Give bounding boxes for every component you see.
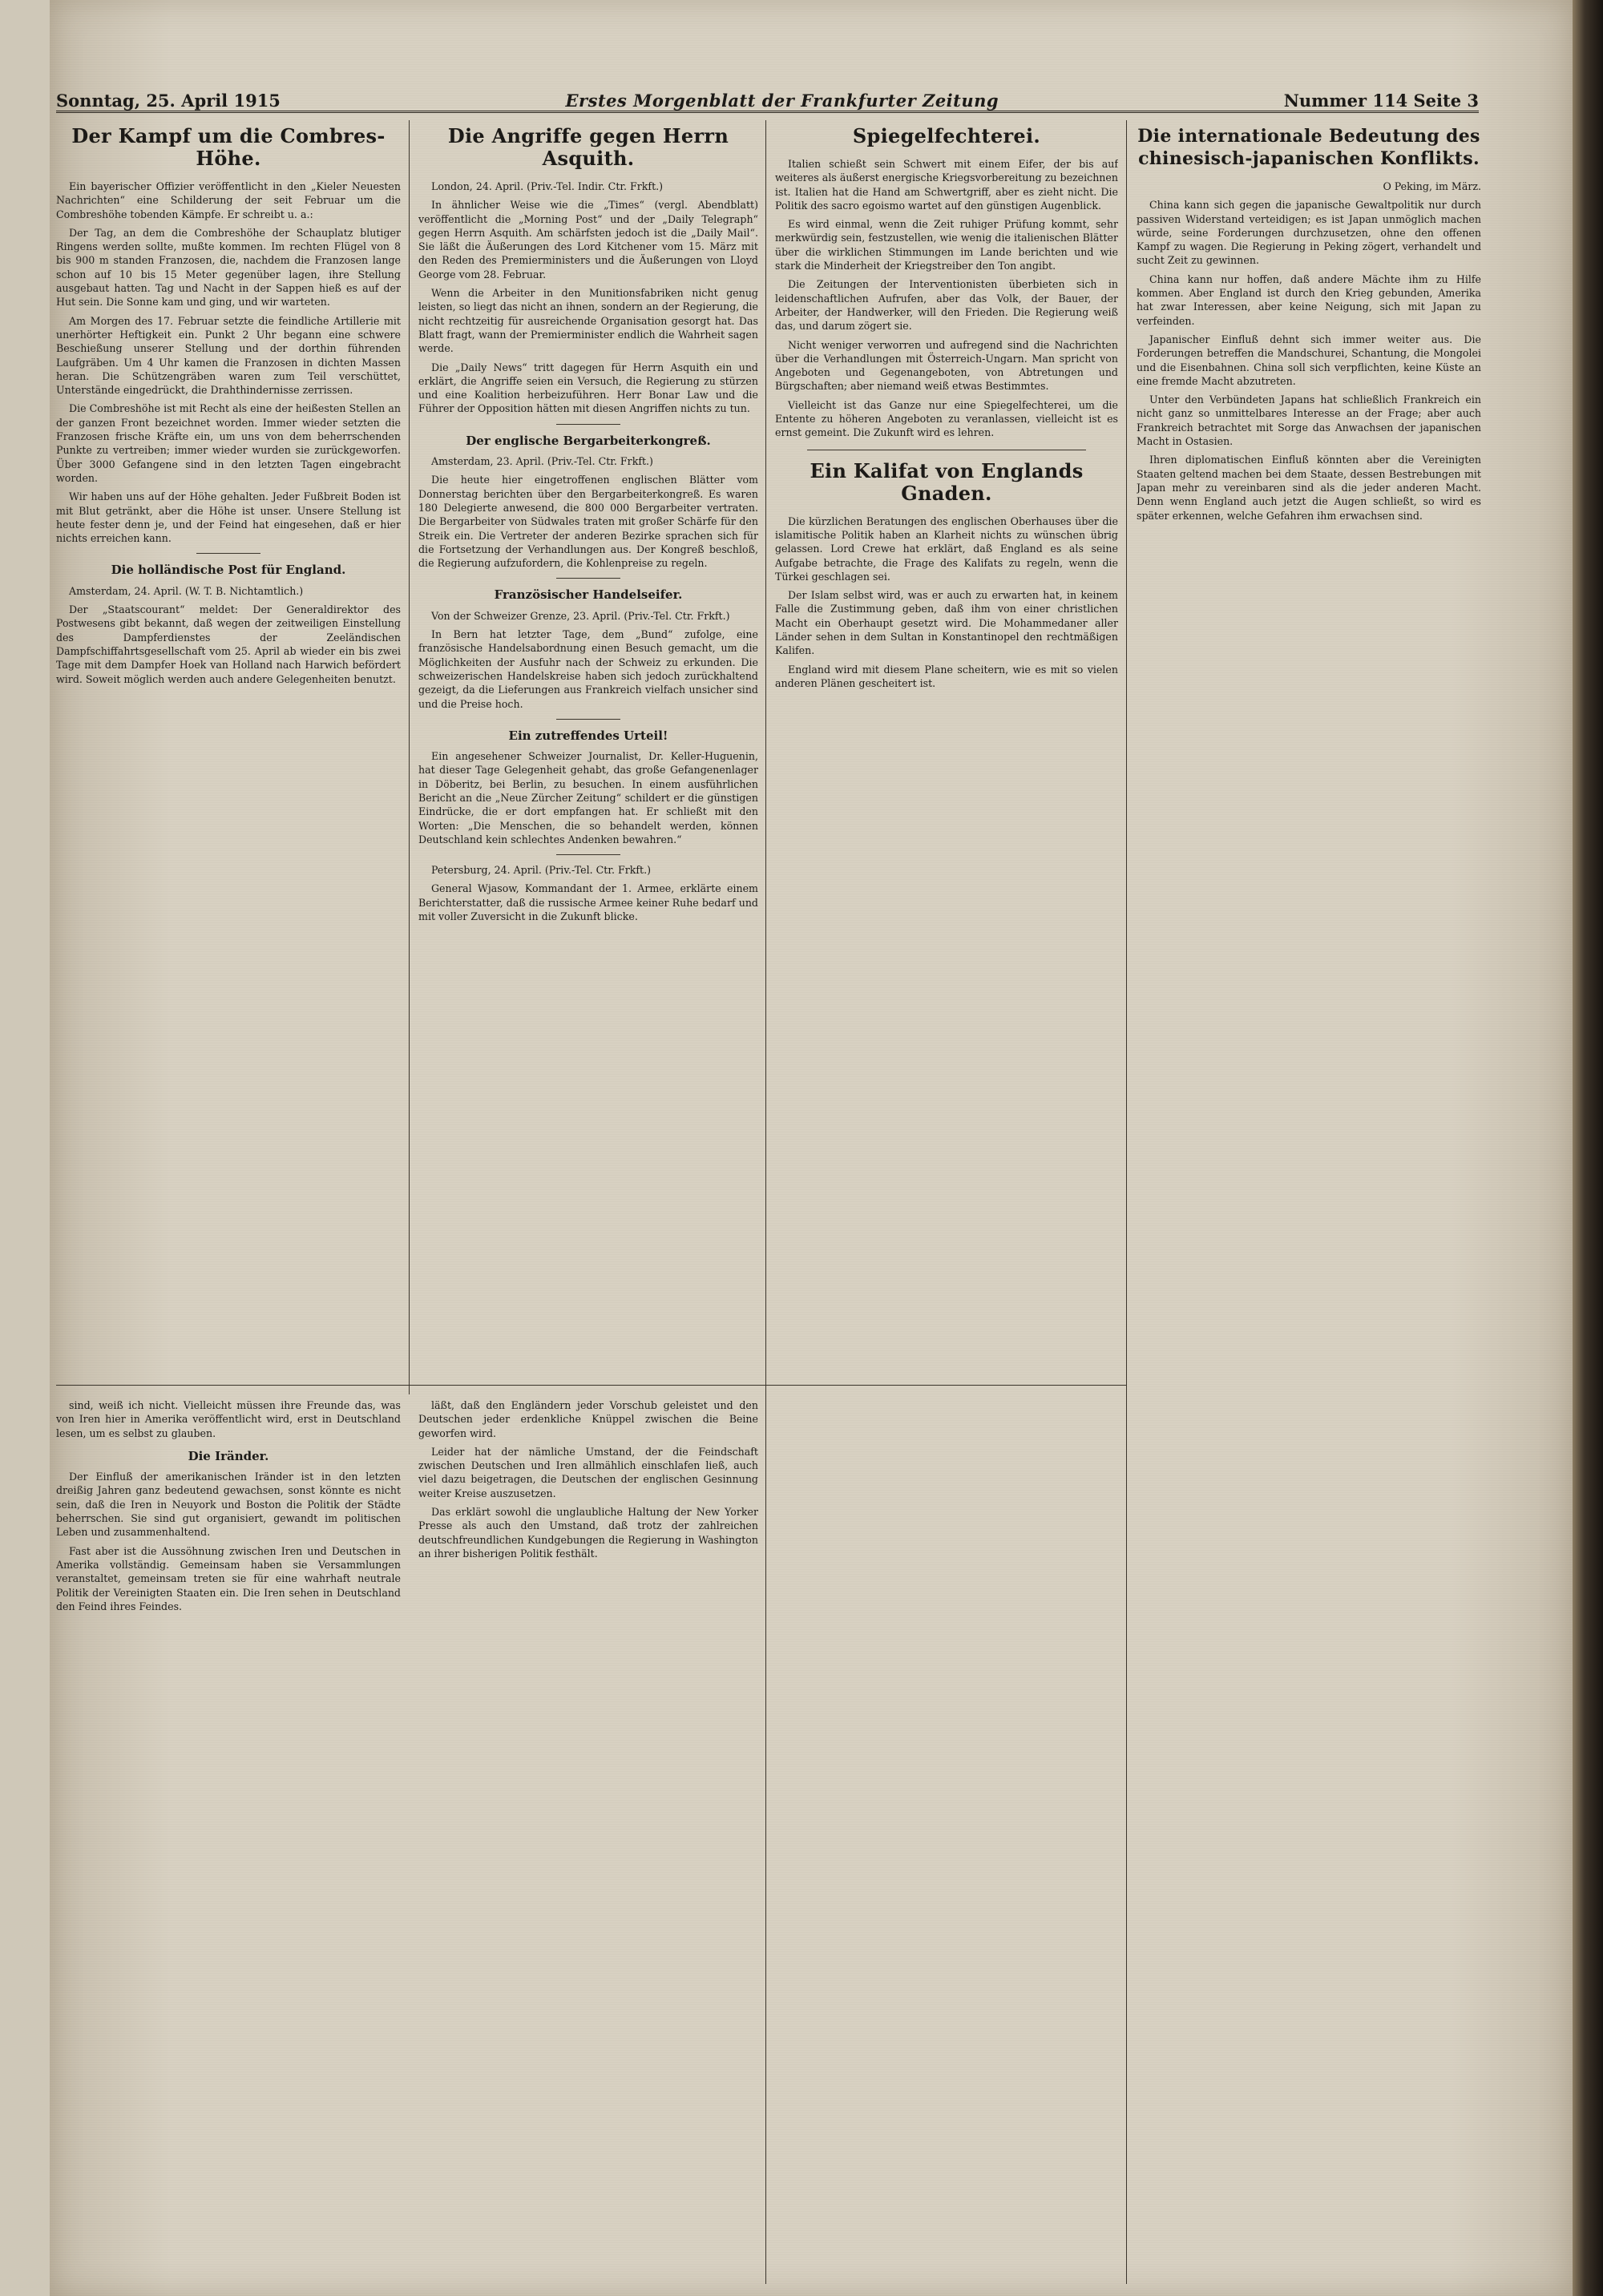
article-paragraph: China kann nur hoffen, daß andere Mächte ihm zu Hilfe kommen. Aber England ist durch den Krieg gebunden, Amerika hat zwar Interessen, aber keine Neigung, sich mit Japan zu verfeinden. [1137, 272, 1481, 327]
article-title: Die Angriffe gegen Herrn Asquith. [447, 124, 729, 170]
article-paragraph: Die Combreshöhe ist mit Recht als eine der heißesten Stellen an der ganzen Front bezeichnet worden. Immer wieder setzten die Franzosen frische Kräfte ein, um uns von dem beherrschenden Punkte zu vertreiben; immer wieder wurden sie zurückgeworfen. Über 3000 Gefangene sind in den letzten Tagen eingebracht worden. [56, 402, 401, 484]
article-paragraph: Wir haben uns auf der Höhe gehalten. Jeder Fußbreit Boden ist mit Blut getränkt, aber die Höhe ist unser. Unsere Stellung ist heute fester denn je, und der Feind hat eingesehen, daß er hier nichts erreichen kann. [56, 490, 401, 545]
masthead [56, 85, 1479, 113]
article-combres [56, 120, 401, 1378]
divider [556, 719, 620, 720]
article-title-handelseifer: Französischer Handelseifer. [494, 587, 683, 603]
article-paragraph: Ein bayerischer Offizier veröffentlicht in den „Kieler Neuesten Nachrichten“ eine Schilderung der seit Februar um die Combreshöhe tobenden Kämpfe. Er schreibt u. a.: [56, 180, 401, 220]
masthead-date: Sonntag, 25. April 1915 [56, 91, 281, 111]
column-rule [1126, 120, 1127, 2284]
article-paragraph: Leider hat der nämliche Umstand, der die Feindschaft zwischen Deutschen und Iren allmählich einschlafen ließ, auch viel dazu beigetragen, die Deutschen der englischen Gesinnung weiter Kreise auszusetzen. [418, 1445, 758, 1499]
article-paragraph: China kann sich gegen die japanische Gewaltpolitik nur durch passiven Widerstand verteidigen; es ist Japan unmöglich machen würde, seine Forderungen durchzusetzen, ohne den offenen Kampf zu wagen. Die Regierung in Peking zögert, verhandelt und sucht Zeit zu gewinnen. [1137, 199, 1481, 267]
article-paragraph: Die Zeitungen der Interventionisten überbieten sich in leidenschaftlichen Aufrufen, aber das Volk, der Bauer, der Arbeiter, der Handwerker, will den Frieden. Die Regierung weiß das, und darum zögert sie. [775, 278, 1118, 333]
article-title: Spiegelfechterei. [852, 124, 1041, 147]
masthead-issue: Nummer 114 Seite 3 [1283, 91, 1479, 111]
article-spiegelfechterei [775, 120, 1118, 2268]
article-title-post: Die holländische Post für England. [111, 563, 346, 578]
article-paragraph: Das erklärt sowohl die unglaubliche Haltung der New Yorker Presse als auch den Umstand, daß trotz der zahlreichen deutschfreundlichen Kundgebungen die Regierung in Washington an ihrer bisherigen Politik festhält. [418, 1506, 758, 1560]
article-title-iren: Die Iränder. [188, 1448, 269, 1463]
adjacent-page-strip [0, 0, 52, 2296]
article-paragraph: Ein angesehener Schweizer Journalist, Dr. Keller-Huguenin, hat dieser Tage Gelegenheit gehabt, das große Gefangenenlager in Döberitz, bei Berlin, zu besuchen. In einem ausführlichen Bericht an die „Neue Zürcher Zeitung“ schildert er die günstigen Eindrücke, die er dort empfangen hat. Er schließt mit den Worten: „Die Menschen, die so behandelt werden, können Deutschland kein schlechtes Andenken bewahren.“ [418, 750, 758, 845]
article-paragraph: Der Einfluß der amerikanischen Iränder ist in den letzten dreißig Jahren ganz bedeutend gewachsen, sonst könnte es nicht sein, daß die Iren in Neuyork und Boston die Politik der Städte beherrschen. Sie sind gut organisiert, gewandt im politischen Leben und zusammenhaltend. [56, 1471, 401, 1539]
divider [556, 854, 620, 855]
article-paragraph: Italien schießt sein Schwert mit einem Eifer, der bis auf weiteres als äußerst energische Kriegsvorbereitung zu bezeichnen ist. Italien hat die Hand am Schwertgriff, aber es zieht nicht. Die Politik des sacro egoismo wartet auf den günstigen Augenblick. [775, 158, 1118, 212]
article-paragraph: England wird mit diesem Plane scheitern, wie es mit so vielen anderen Plänen gescheitert ist. [775, 663, 1118, 689]
binding-edge [1573, 0, 1603, 2296]
article-paragraph: General Wjasow, Kommandant der 1. Armee, erklärte einem Berichterstatter, daß die russische Armee keiner Ruhe bedarf und mit voller Zuversicht in die Zukunft blicke. [418, 882, 758, 923]
article-paragraph: Ihren diplomatischen Einfluß könnten aber die Vereinigten Staaten geltend machen bei dem Staate, dessen Bestrebungen mit Japan mehr zu vereinbaren sind als die jeder anderen Macht. Denn wenn England auch jetzt die Augen schließt, so wird es später erkennen, welche Gefahren ihm erwachsen sind. [1137, 454, 1481, 522]
article-paragraph: In ähnlicher Weise wie die „Times“ (vergl. Abendblatt) veröffentlicht die „Morning Post“ und der „Daily Telegraph“ gegen Herrn Asquith. Am schärfsten jedoch ist die „Daily Mail“. Sie läßt die Äußerungen des Lord Kitchener vom 15. März mit den Reden des Premierministers und die Äußerungen von Lloyd George vom 28. Februar. [418, 199, 758, 280]
article-paragraph: Der Islam selbst wird, was er auch zu erwarten hat, in keinem Falle die Zustimmung geben, daß ihm von einer christlichen Macht ein Oberhaupt gesetzt wird. Die Mohammedaner aller Länder sehen in dem Sultan in Konstantinopel den rechtmäßigen Kalifen. [775, 589, 1118, 657]
dateline: Von der Schweizer Grenze, 23. April. (Priv.-Tel. Ctr. Frkft.) [431, 609, 730, 622]
dateline: Amsterdam, 24. April. (W. T. B. Nichtamtlich.) [69, 584, 304, 597]
masthead-title: Erstes Morgenblatt der Frankfurter Zeitung [565, 91, 999, 111]
article-paragraph: Der Tag, an dem die Combreshöhe der Schauplatz blutiger Ringens werden sollte, mußte kommen. Im rechten Flügel von 8 bis 900 m standen Franzosen, die, nachdem die Franzosen lange schon auf 10 bis 15 Meter gegenüber lagen, ihre Stellung ausgebaut hatten. Tag und Nacht in der Sappen hieß es auf der Hut sein. Die Sonne kam und ging, und wir warteten. [56, 226, 401, 309]
article-paragraph: Vielleicht ist das Ganze nur eine Spiegelfechterei, um die Entente zu höheren Angeboten zu veranlassen, vielleicht ist es ernst gemeint. Die Zukunft wird es lehren. [775, 398, 1118, 439]
article-title-kalifat: Ein Kalifat von Englands Gnaden. [810, 458, 1084, 505]
article-asquith [418, 120, 758, 1378]
article-paragraph: Fast aber ist die Aussöhnung zwischen Iren und Deutschen in Amerika vollständig. Gemeinsam haben sie Versammlungen veranstaltet, gemeinsam treten sie für eine wahrhaft neutrale Politik der Vereinigten Staaten ein. Die Iren sehen in Deutschland den Feind ihres Feindes. [56, 1544, 401, 1612]
divider [556, 578, 620, 579]
article-paragraph: Unter den Verbündeten Japans hat schließlich Frankreich ein nicht ganz so unmittelbares Interesse an der Frage; aber auch Frankreich betrachtet mit Sorge das Anwachsen der japanischen Macht in Ostasien. [1137, 393, 1481, 448]
article-paragraph: läßt, daß den Engländern jeder Vorschub geleistet und den Deutschen jeder erdenkliche Knüppel zwischen die Beine geworfen wird. [418, 1399, 758, 1439]
article-paragraph: Die kürzlichen Beratungen des englischen Oberhauses über die islamitische Politik haben an Klarheit nichts zu wünschen übrig gelassen. Lord Crewe hat erklärt, daß England es als seine Aufgabe betrachte, die Frage des Kalifats zu regeln, wenn die Türkei geschlagen sei. [775, 514, 1118, 583]
article-title: Die internationale Bedeutung des chinesisch-japanischen Konflikts. [1137, 126, 1480, 169]
column-rule [409, 120, 410, 1394]
article-title-bergarbeiter: Der englische Bergarbeiterkongreß. [466, 433, 711, 448]
article-title-urteil: Ein zutreffendes Urteil! [508, 728, 668, 743]
bottom-article-iren [56, 1398, 401, 2288]
article-paragraph: Es wird einmal, wenn die Zeit ruhiger Prüfung kommt, sehr merkwürdig sein, festzustellen, wie wenig die italienischen Blätter über die wirklichen Stimmungen im Lande berichten und wie stark die Minderheit der Kriegstreiber den Ton angibt. [775, 218, 1118, 272]
article-title: Der Kampf um die Combres-Höhe. [71, 124, 386, 170]
article-paragraph: Der „Staatscourant“ meldet: Der Generaldirektor des Postwesens gibt bekannt, daß wegen der zeitweiligen Einstellung des Dampferdienstes der Zeeländischen Dampfschiffahrtsgesellschaft vom 25. April ab wieder ein bis zwei Tage mit dem Dampfer Hoek van Holland nach Harwich befördert wird. Soweit möglich werden auch andere Gelegenheiten benutzt. [56, 603, 401, 685]
dateline: Amsterdam, 23. April. (Priv.-Tel. Ctr. Frkft.) [431, 455, 653, 468]
article-paragraph: Die „Daily News“ tritt dagegen für Herrn Asquith ein und erklärt, die Angriffe seien ein Versuch, die Regierung zu stürzen und eine Koalition herbeizuführen. Herr Bonar Law und die Führer der Opposition hätten mit diesen Angriffen nichts zu tun. [418, 361, 758, 415]
article-paragraph: sind, weiß ich nicht. Vielleicht müssen ihre Freunde das, was von Iren hier in Amerika veröffentlicht wird, erst in Deutschland lesen, um es selbst zu glauben. [56, 1399, 401, 1439]
article-paragraph: Die heute hier eingetroffenen englischen Blätter vom Donnerstag berichten über den Bergarbeiterkongreß. Es waren 180 Delegierte anwesend, die 800 000 Bergarbeiter vertraten. Die Bergarbeiter von Südwales traten mit großer Schärfe für den Streik ein. Die Vertreter der anderen Bezirke sprachen sich für die Fortsetzung der Verhandlungen aus. Der Kongreß beschloß, die Regierung aufzufordern, die Kohlenpreise zu regeln. [418, 474, 758, 570]
article-china-japan [1137, 120, 1481, 2268]
divider [196, 553, 260, 554]
article-paragraph: Nicht weniger verworren und aufregend sind die Nachrichten über die Verhandlungen mit Österreich-Ungarn. Man spricht von Angeboten und Gegenangeboten, von Abtretungen und Bürgschaften; aber niemand weiß etwas Bestimmtes. [775, 338, 1118, 393]
dateline: O Peking, im März. [1383, 180, 1481, 192]
article-paragraph: Wenn die Arbeiter in den Munitionsfabriken nicht genug leisten, so liegt das nicht an ihnen, sondern an der Regierung, die nicht rechtzeitig für ausreichende Organisation gesorgt hat. Das Blatt fragt, wann der Premierminister endlich die Wahrheit sagen werde. [418, 287, 758, 355]
column-rule [765, 120, 766, 2284]
dateline: Petersburg, 24. April. (Priv.-Tel. Ctr. Frkft.) [431, 864, 652, 877]
divider [556, 424, 620, 425]
article-paragraph: Am Morgen des 17. Februar setzte die feindliche Artillerie mit unerhörter Heftigkeit ein. Punkt 2 Uhr begann eine schwere Beschießung unserer Stellung und der dorthin führenden Laufgräben. Um 4 Uhr kamen die Franzosen in dichten Massen heran. Die Schützengräben waren zum Teil verschüttet, Unterstände eingedrückt, die Drahthindernisse zerrissen. [56, 314, 401, 397]
article-paragraph: In Bern hat letzter Tage, dem „Bund“ zufolge, eine französische Handelsabordnung einen Besuch gemacht, um die Möglichkeiten der Ausfuhr nach der Schweiz zu erkunden. Die schweizerischen Handelskreise haben sich jedoch zurückhaltend gezeigt, da die Lieferungen aus Frankreich vielfach unsicher sind und die Preise hoch. [418, 628, 758, 710]
bottom-article-continued [418, 1398, 758, 2288]
article-paragraph: Japanischer Einfluß dehnt sich immer weiter aus. Die Forderungen betreffen die Mandschurei, Schantung, die Mongolei und die Eisenbahnen. China soll sich verpflichten, keine Küste an eine fremde Macht abzutreten. [1137, 333, 1481, 387]
dateline: London, 24. April. (Priv.-Tel. Indir. Ctr. Frkft.) [431, 180, 664, 192]
